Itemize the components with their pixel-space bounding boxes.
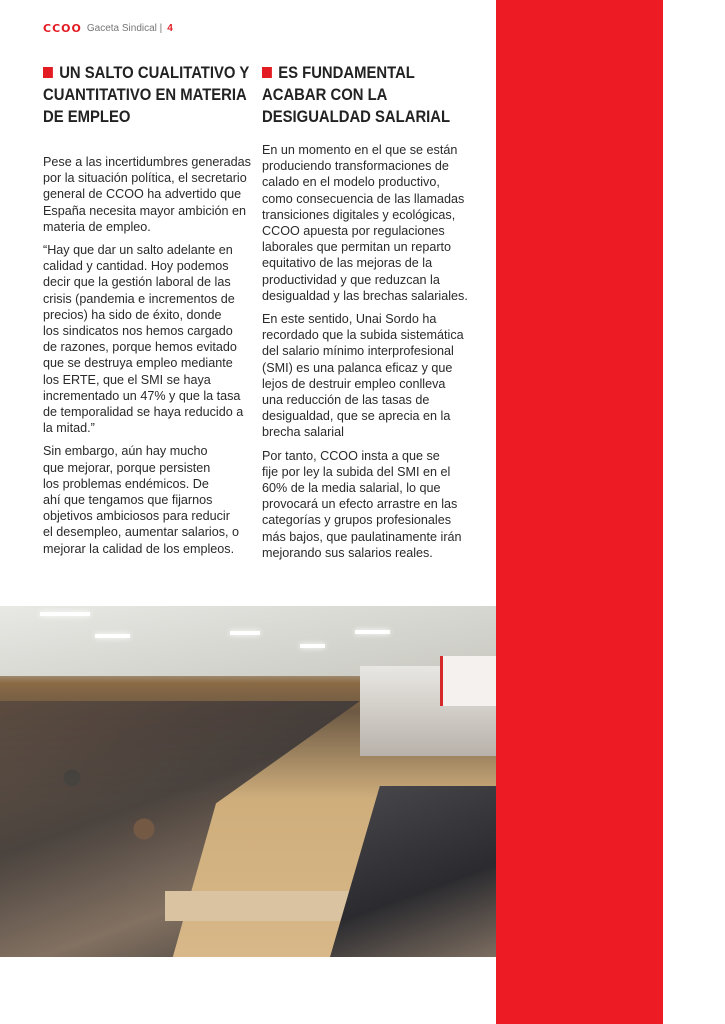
paragraph: Sin embargo, aún hay mucho que mejorar, porque persisten los problemas endémicos. De ahí que tengamos que fijarnos objetivos ambiciosos para reducir el desempleo, aumentar salarios, o mejorar la calidad de los empleos. bbox=[43, 444, 240, 556]
page-number: 4 bbox=[167, 23, 173, 34]
publication-name: Gaceta Sindical | bbox=[86, 23, 163, 34]
left-article-title-text: UN SALTO CUALITATIVO Y CUANTITATIVO EN MATERIA DE EMPLEO bbox=[43, 64, 250, 126]
ceiling-light bbox=[95, 634, 130, 638]
red-square-icon bbox=[262, 67, 272, 78]
photo-banner bbox=[440, 656, 496, 706]
right-article-title bbox=[262, 62, 478, 128]
ceiling-light bbox=[355, 630, 390, 634]
assembly-photo bbox=[0, 606, 496, 957]
left-article-body bbox=[43, 154, 251, 564]
paragraph: En este sentido, Unai Sordo ha recordado que la subida sistemática del salario mínimo interprofesional (SMI) es una palanca eficaz y que lejos de destruir empleo conlleva una reducción de las tasas de desigualdad, que se aprecia en la brecha salarial bbox=[262, 312, 464, 440]
red-square-icon bbox=[43, 67, 53, 78]
right-article-title-text: ES FUNDAMENTAL ACABAR CON LA DESIGUALDAD SALARIAL bbox=[262, 64, 451, 126]
red-side-bar bbox=[496, 0, 663, 1024]
ceiling-light bbox=[40, 612, 90, 616]
ccoo-logo: CCOO bbox=[43, 22, 82, 35]
paragraph: Por tanto, CCOO insta a que se fije por ley la subida del SMI en el 60% de la media salarial, lo que provocará un efecto arrastre en las categorías y grupos profesionales más bajos, que paulatinamente irán mejorando sus salarios reales. bbox=[262, 448, 462, 560]
paragraph: Pese a las incertidumbres generadas por la situación política, el secretario general de CCOO ha advertido que España necesita mayor ambición en materia de empleo. bbox=[43, 155, 251, 234]
left-article bbox=[43, 62, 258, 556]
left-article-title bbox=[43, 62, 259, 128]
ceiling-light bbox=[300, 644, 325, 648]
paragraph: En un momento en el que se están produciendo transformaciones de calado en el modelo productivo, como consecuencia de las llamadas transiciones digitales y ecológicas, CCOO apuesta por regulaciones laborales que permitan un reparto equitativo de las mejoras de la productividad y que reduzcan la desigualdad y las brechas salariales. bbox=[262, 143, 468, 303]
ceiling-light bbox=[230, 631, 260, 635]
photo-foreground-people bbox=[330, 786, 496, 957]
page-header bbox=[43, 22, 173, 35]
right-article-body bbox=[262, 142, 468, 568]
paragraph: “Hay que dar un salto adelante en calidad y cantidad. Hoy podemos decir que la gestión laboral de las crisis (pandemia e incrementos de precios) ha sido de éxito, donde los sindicatos nos hemos cargado de razones, porque hemos evitado que se destruya empleo mediante los ERTE, que el SMI se haya incrementado un 47% y que la tasa de temporalidad se haya reducido a la mitad.” bbox=[43, 243, 244, 436]
right-article bbox=[262, 62, 477, 560]
